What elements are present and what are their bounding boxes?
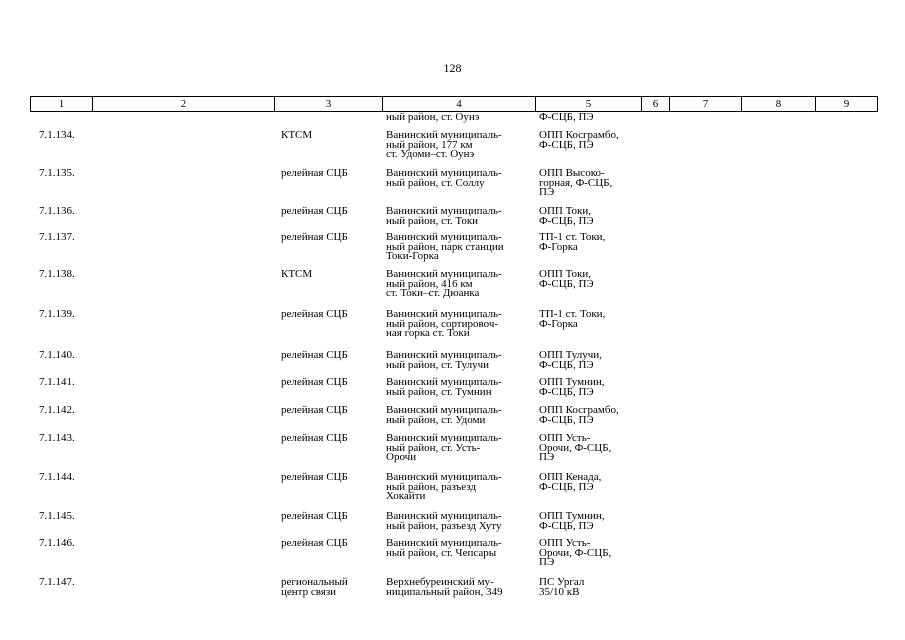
object-type-cell (281, 233, 348, 243)
power-source-cell-line: горная, Ф-СЦБ, (539, 176, 613, 189)
object-type-cell-line: центр связи (281, 585, 337, 598)
location-cell (386, 310, 502, 339)
page-number: 128 (443, 61, 462, 75)
object-type-cell (281, 351, 348, 361)
location-cell (386, 270, 502, 299)
column-header-2: 2 (93, 97, 275, 112)
location-cell-line: Ванинский муниципаль- (386, 432, 502, 444)
location-cell-line: ниципальный район, 349 (386, 585, 503, 598)
power-source-cell (539, 434, 611, 463)
power-source-cell-line: ПЭ (539, 556, 555, 568)
location-cell (386, 351, 502, 370)
power-source-cell (539, 406, 619, 425)
location-cell (386, 578, 503, 597)
power-source-cell-line: ОПП Кенада, (539, 471, 602, 483)
object-type-cell-line: релейная СЦБ (281, 308, 348, 320)
object-type-cell-line: релейная СЦБ (281, 349, 348, 361)
object-type-cell (281, 310, 348, 320)
location-cell (386, 434, 502, 463)
location-cell-line: Ванинский муниципаль- (386, 308, 502, 320)
power-source-cell (539, 310, 605, 329)
continued-source-cell (539, 113, 594, 123)
power-source-cell (539, 351, 602, 370)
column-header-7: 7 (670, 97, 742, 112)
power-source-cell-line: Ф-СЦБ, ПЭ (539, 413, 594, 426)
power-source-cell-line: Ф-СЦБ, ПЭ (539, 277, 594, 290)
object-type-cell-line: релейная СЦБ (281, 432, 348, 444)
power-source-cell-line: Ф-СЦБ, ПЭ (539, 138, 594, 151)
power-source-cell-line: ОПП Тулучи, (539, 349, 602, 361)
power-source-cell (539, 378, 604, 397)
object-type-cell (281, 207, 348, 217)
location-cell-line: ный район, ст. Усть- (386, 441, 481, 454)
object-type-cell-line: КТСМ (281, 129, 313, 141)
location-cell (386, 207, 502, 226)
power-source-cell (539, 270, 594, 289)
power-source-cell (539, 131, 619, 150)
location-cell-line: ный район, сортировоч- (386, 317, 499, 330)
location-cell-line: Токи-Горка (386, 250, 439, 262)
location-cell-line: Ванинский муниципаль- (386, 510, 502, 522)
row-number-cell: 7.1.142. (39, 404, 75, 416)
object-type-cell (281, 434, 348, 444)
object-type-cell-line: релейная СЦБ (281, 231, 348, 243)
power-source-cell-line: ТП-1 ст. Токи, (539, 308, 606, 320)
power-source-cell-line: ОПП Косграмбо, (539, 129, 619, 141)
object-type-cell-line: релейная СЦБ (281, 537, 348, 549)
location-cell-line: Орочи (386, 451, 417, 463)
location-cell (386, 512, 502, 531)
column-header-6: 6 (642, 97, 670, 112)
location-cell-line: Верхнебуреинский му- (386, 576, 494, 588)
power-source-cell-line: Орочи, Ф-СЦБ, (539, 441, 612, 454)
row-number-cell: 7.1.147. (39, 576, 75, 588)
power-source-cell-line: Орочи, Ф-СЦБ, (539, 546, 612, 559)
location-cell-line: ный район, ст. Тумнин (386, 385, 492, 398)
row-number-cell: 7.1.139. (39, 308, 75, 320)
location-cell (386, 539, 502, 558)
location-cell-line: ный район, ст. Удоми (386, 413, 486, 426)
power-source-cell-line: Ф-СЦБ, ПЭ (539, 214, 594, 227)
location-cell-line: Ванинский муниципаль- (386, 167, 502, 179)
object-type-cell (281, 512, 348, 522)
location-cell-line: ный район, парк станции (386, 240, 504, 253)
column-header-5: 5 (536, 97, 642, 112)
object-type-cell-line: релейная СЦБ (281, 404, 348, 416)
power-source-cell-line: ОПП Усть- (539, 432, 591, 444)
row-number-cell: 7.1.143. (39, 432, 75, 444)
object-type-cell-line: релейная СЦБ (281, 205, 348, 217)
row-number-cell: 7.1.136. (39, 205, 75, 217)
power-source-cell-line: ОПП Усть- (539, 537, 591, 549)
power-source-cell-line: Ф-СЦБ, ПЭ (539, 519, 594, 532)
continued-location-cell (386, 113, 479, 123)
row-number-cell: 7.1.138. (39, 268, 75, 280)
power-source-cell (539, 512, 604, 531)
object-type-cell (281, 378, 348, 388)
object-type-cell (281, 406, 348, 416)
power-source-cell (539, 207, 594, 226)
power-source-cell (539, 233, 605, 252)
continued-location-line: ный район, ст. Оунэ (386, 111, 480, 123)
location-cell-line: ный район, 177 км (386, 138, 473, 151)
power-source-cell-line: Ф-Горка (539, 317, 578, 330)
row-number-cell: 7.1.137. (39, 231, 75, 243)
location-cell-line: ный район, ст. Соллу (386, 176, 485, 189)
location-cell-line: ный район, ст. Тулучи (386, 358, 490, 371)
object-type-cell (281, 131, 312, 141)
object-type-cell (281, 539, 348, 549)
object-type-cell (281, 169, 348, 179)
location-cell-line: Ванинский муниципаль- (386, 268, 502, 280)
power-source-cell-line: ПЭ (539, 186, 555, 198)
location-cell-line: Ванинский муниципаль- (386, 537, 502, 549)
power-source-cell (539, 539, 611, 568)
location-cell (386, 131, 502, 160)
location-cell-line: ный район, ст. Токи (386, 214, 479, 227)
column-header-row (30, 96, 878, 112)
row-number-cell: 7.1.140. (39, 349, 75, 361)
location-cell-line: ный район, разъезд Хуту (386, 519, 502, 532)
power-source-cell-line: ТП-1 ст. Токи, (539, 231, 606, 243)
location-cell-line: Ванинский муниципаль- (386, 404, 502, 416)
row-number-cell: 7.1.141. (39, 376, 75, 388)
power-source-cell-line: ОПП Тумнин, (539, 376, 605, 388)
object-type-cell (281, 270, 312, 280)
power-source-cell-line: Ф-СЦБ, ПЭ (539, 385, 594, 398)
location-cell (386, 378, 502, 397)
location-cell (386, 233, 504, 262)
power-source-cell-line: ПС Ургал (539, 576, 585, 588)
column-header-8: 8 (742, 97, 816, 112)
power-source-cell (539, 169, 612, 198)
location-cell-line: Ванинский муниципаль- (386, 129, 502, 141)
row-number-cell: 7.1.144. (39, 471, 75, 483)
location-cell-line: ный район, 416 км (386, 277, 473, 290)
power-source-cell-line: ОПП Токи, (539, 268, 591, 280)
location-cell-line: ст. Токи–ст. Дюанка (386, 287, 480, 299)
location-cell-line: Ванинский муниципаль- (386, 471, 502, 483)
continued-source-line: Ф-СЦБ, ПЭ (539, 111, 594, 123)
row-number-cell: 7.1.146. (39, 537, 75, 549)
row-number-cell: 7.1.145. (39, 510, 75, 522)
power-source-cell (539, 473, 601, 492)
location-cell-line: Ванинский муниципаль- (386, 349, 502, 361)
power-source-cell-line: ОПП Косграмбо, (539, 404, 619, 416)
object-type-cell-line: КТСМ (281, 268, 313, 280)
object-type-cell-line: релейная СЦБ (281, 376, 348, 388)
object-type-cell (281, 473, 348, 483)
power-source-cell-line: ОПП Высоко- (539, 167, 605, 179)
power-source-cell-line: ОПП Тумнин, (539, 510, 605, 522)
power-source-cell-line: Ф-Горка (539, 240, 578, 253)
object-type-cell-line: релейная СЦБ (281, 167, 348, 179)
power-source-cell (539, 578, 584, 597)
location-cell (386, 169, 502, 188)
location-cell (386, 473, 502, 502)
object-type-cell-line: региональный (281, 576, 348, 588)
location-cell-line: ст. Удоми–ст. Оунэ (386, 148, 475, 160)
location-cell-line: Ванинский муниципаль- (386, 231, 502, 243)
location-cell-line: ная горка ст. Токи (386, 327, 470, 339)
power-source-cell-line: ОПП Токи, (539, 205, 591, 217)
column-header-9: 9 (816, 97, 878, 112)
location-cell-line: Хокайти (386, 490, 426, 502)
object-type-cell (281, 578, 348, 597)
power-source-cell-line: 35/10 кВ (539, 585, 580, 598)
column-header-3: 3 (275, 97, 383, 112)
object-type-cell-line: релейная СЦБ (281, 510, 348, 522)
location-cell-line: Ванинский муниципаль- (386, 205, 502, 217)
power-source-cell-line: Ф-СЦБ, ПЭ (539, 480, 594, 493)
row-number-cell: 7.1.134. (39, 129, 75, 141)
row-number-cell: 7.1.135. (39, 167, 75, 179)
location-cell-line: ный район, ст. Чепсары (386, 546, 497, 559)
power-source-cell-line: Ф-СЦБ, ПЭ (539, 358, 594, 371)
location-cell-line: ный район, разъезд (386, 480, 477, 493)
power-source-cell-line: ПЭ (539, 451, 555, 463)
location-cell (386, 406, 502, 425)
object-type-cell-line: релейная СЦБ (281, 471, 348, 483)
column-header-1: 1 (31, 97, 93, 112)
column-header-4: 4 (383, 97, 536, 112)
location-cell-line: Ванинский муниципаль- (386, 376, 502, 388)
